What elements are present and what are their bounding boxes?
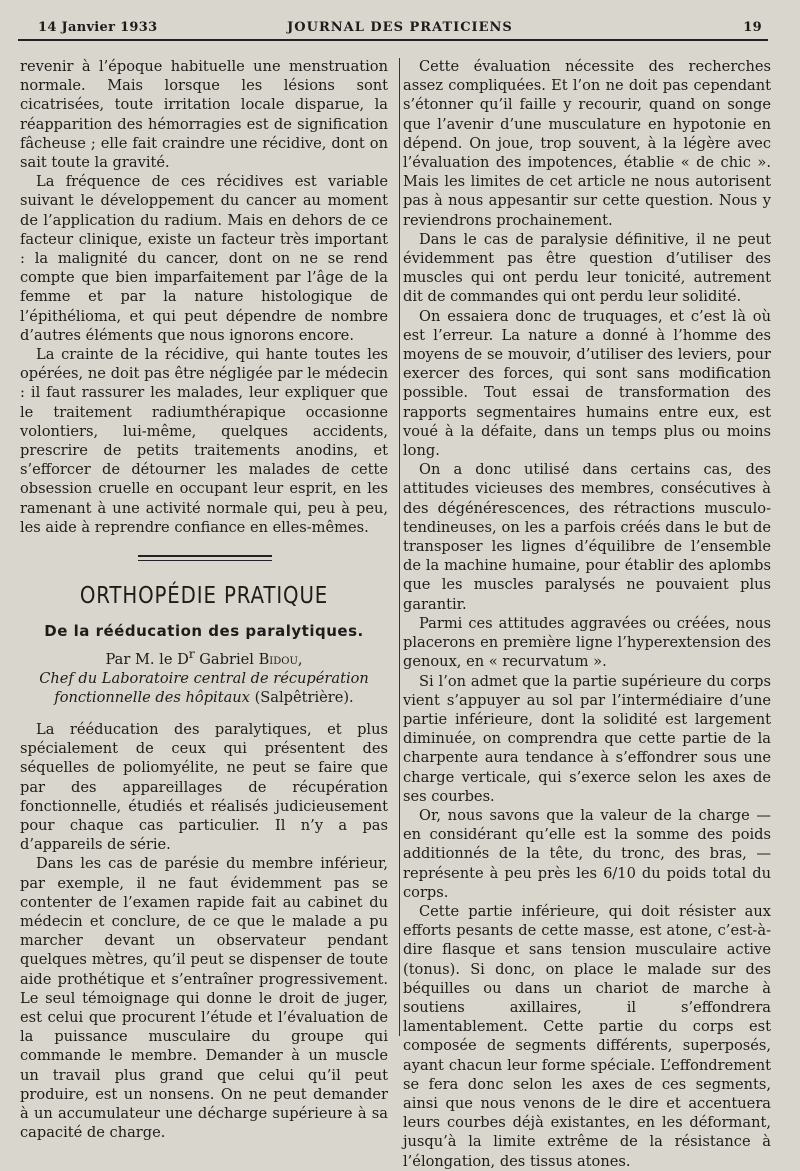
author-surname: Bidou, (258, 650, 303, 668)
left-column (20, 57, 388, 1142)
page-number: 19 (743, 20, 762, 35)
article-paragraph: Parmi ces attitudes aggravées ou créées, nous placerons en première ligne l’hyperextension des genoux, en « recurvatum ». (403, 614, 771, 671)
article-paragraph: La rééducation des paralytiques, et plus spécialement de ceux qui présentent des séquelles de poliomyélite, ne peut se faire que par des appareillages de récupération fonctionnelle, étudiés et réalisés judicieusement pour chaque cas particulier. Il n’y a pas d’appareils de série. (20, 720, 388, 854)
author-affiliation (20, 669, 388, 708)
running-head (38, 20, 762, 36)
article-paragraph: Cette évaluation nécessite des recherches assez compliquées. Et l’on ne doit pas cependant s’étonner qu’il faille y recourir, quand on songe que l’avenir d’une musculature en hypotonie en dépend. On joue, trop souvent, à la légère avec l’évaluation des impotences, établie « de chic ». Mais les limites de cet article ne nous autorisent pas à nous appesantir sur cette question. Nous y reviendrons prochainement. (403, 58, 771, 229)
article-paragraph: Dans le cas de paralysie définitive, il ne peut évidemment pas être question d’utiliser des muscles qui ont perdu leur tonicité, autrement dit de commandes qui ont perdu leur solidité. (403, 230, 771, 306)
paragraph: La crainte de la récidive, qui hante toutes les opérées, ne doit pas être négligée par le médecin : il faut rassurer les malades, leur expliquer que le traitement radiumthérapique occasionne volontiers, lui-même, quelques accidents, prescrire de petits traitements anodins, et s’efforcer de détourner les malades de cette obsession cruelle en occupant leur esprit, en les ramenant à une activité normale qui, peu à peu, les aide à reprendre confiance en elles-mêmes. (20, 346, 388, 536)
issue-date: 14 Janvier 1933 (38, 20, 158, 35)
column-separator (399, 58, 400, 1036)
paragraph: La fréquence de ces récidives est variable suivant le développement du cancer au moment de l’application du radium. Mais en dehors de ce facteur clinique, existe un facteur très important : la malignité du cancer, dont on ne se rend compte que bien imparfaitement par l’âge de la femme et par la nature histologique de l’épithélioma, et qui peut dépendre de nombre d’autres éléments que nous ignorons encore. (20, 173, 388, 344)
article-paragraph: Dans les cas de parésie du membre inférieur, par exemple, il ne faut évidemment pas se contenter de l’examen rapide fait au cabinet du médecin et conclure, de ce que le malade a pu marcher devant un observateur pendant quelques mètres, qu’il peut se dispenser de toute aide prothétique et s’entraîner progressivement. Le seul témoignage qui donne le droit de juger, est celui que procurent l’étude et l’évaluation de la puissance musculaire du groupe qui commande le membre. Demander à un muscle un travail plus grand que celui qu’il peut produire, est un nonsens. On ne peut demander à un accumulateur une décharge supérieure à sa capacité de charge. (20, 855, 388, 1142)
affiliation-place: (Salpêtrière). (254, 689, 354, 707)
article-paragraph: On essaiera donc de truquages, et c’est là où est l’erreur. La nature a donné à l’homme des moyens de se mouvoir, d’utiliser des leviers, pour exercer des forces, qui sont sans modification possible. Tout essai de transformation des rapports segmentaires humains entre eux, est voué à la défaite, dans un temps plus ou moins long. (403, 307, 771, 460)
article-paragraph: On a donc utilisé dans certains cas, des attitudes vicieuses des membres, consécutives à des dégénérescences, des rétractions musculo-tendineuses, on les a parfois créés dans le but de transposer les lignes d’équilibre de l’ensemble de la machine humaine, pour établir des aplombs que les muscles paralysés ne pouvaient plus garantir. (403, 461, 771, 613)
affiliation-title: Chef du Laboratoire central de récupération fonctionnelle des hôpitaux (39, 669, 369, 707)
section-title: ORTHOPÉDIE PRATIQUE (79, 583, 329, 610)
continued-paragraph: revenir à l’époque habituelle une menstruation normale. Mais lorsque les lésions sont cicatrisées, toute irritation locale disparue, la réapparition des hémorragies est de signification fâcheuse ; elle fait craindre une récidive, dont on sait toute la gravité. (20, 58, 388, 172)
right-column (403, 57, 771, 1171)
article-paragraph: Cette partie inférieure, qui doit résister aux efforts pesants de cette masse, est atone, c’est-à-dire flasque et sans tension musculaire active (tonus). Si donc, on place le malade sur des béquilles ou dans un chariot de marche à soutiens axillaires, il s’effondrera lamentablement. Cette partie du corps est composée de segments différents, superposés, ayant chacun leur forme spéciale. L’effondrement se fera donc selon les axes de ces segments, ainsi que nous venons de le dire et accentuera leurs courbes déjà existantes, en les déformant, jusqu’à la limite extrême de la résistance à l’élongation, des tissus atones. (403, 902, 771, 1170)
byline-prefix: Par M. le D (105, 650, 189, 668)
article-paragraph: Si l’on admet que la partie supérieure du corps vient s’appuyer au sol par l’intermédiaire d’une partie inférieure, dont la solidité est largement diminuée, on comprendra que cette partie de la charpente aura tendance à s’effondrer sous une charge verticale, qui s’exerce selon les axes de ses courbes. (403, 672, 771, 805)
section-divider (20, 555, 388, 563)
article-title: De la rééducation des paralytiques. (44, 622, 364, 641)
author-firstname: Gabriel (199, 650, 254, 668)
journal-title: JOURNAL DES PRATICIENS (287, 20, 513, 35)
article-paragraph: Or, nous savons que la valeur de la charge — en considérant qu’elle est la somme des poids additionnés de la tête, du tronc, des bras, — représente à peu près les 6/10 du poids total du corps. (403, 806, 771, 901)
header-rule (18, 39, 768, 41)
byline-superscript: r (188, 647, 195, 662)
byline (20, 645, 388, 669)
